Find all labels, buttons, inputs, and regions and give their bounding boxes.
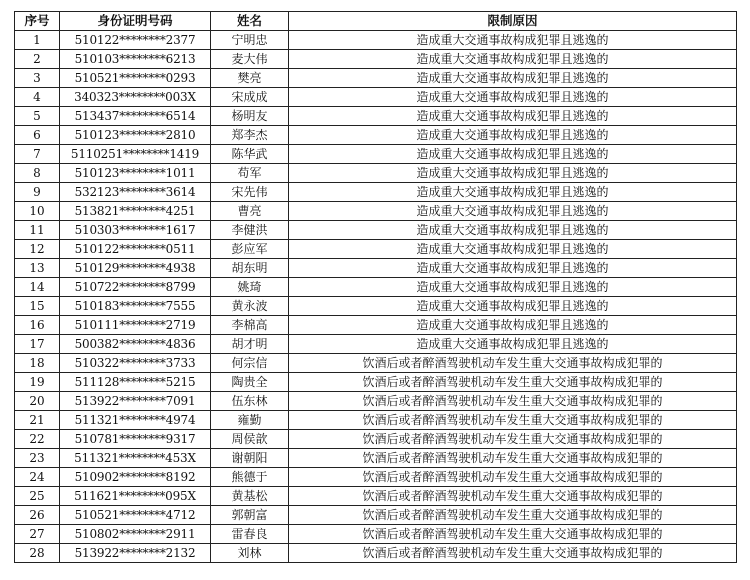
id-cell: 510122********0511 bbox=[60, 240, 211, 259]
name-cell: 李棉高 bbox=[211, 316, 289, 335]
table-row bbox=[15, 240, 737, 259]
table-row bbox=[15, 69, 737, 88]
reason-cell: 造成重大交通事故构成犯罪且逃逸的 bbox=[289, 107, 737, 126]
name-cell: 郭朝富 bbox=[211, 506, 289, 525]
name-cell: 伍东林 bbox=[211, 392, 289, 411]
id-cell: 5110251********1419 bbox=[60, 145, 211, 164]
name-cell: 宋成成 bbox=[211, 88, 289, 107]
table-row bbox=[15, 183, 737, 202]
seq-cell: 5 bbox=[15, 107, 60, 126]
reason-cell: 造成重大交通事故构成犯罪且逃逸的 bbox=[289, 145, 737, 164]
table-row bbox=[15, 259, 737, 278]
name-cell: 黄基松 bbox=[211, 487, 289, 506]
id-cell: 510111********2719 bbox=[60, 316, 211, 335]
name-cell: 宁明忠 bbox=[211, 31, 289, 50]
reason-cell: 饮酒后或者醉酒驾驶机动车发生重大交通事故构成犯罪的 bbox=[289, 525, 737, 544]
seq-cell: 7 bbox=[15, 145, 60, 164]
id-cell: 511621********095X bbox=[60, 487, 211, 506]
id-cell: 532123********3614 bbox=[60, 183, 211, 202]
reason-cell: 造成重大交通事故构成犯罪且逃逸的 bbox=[289, 69, 737, 88]
id-cell: 340323********003X bbox=[60, 88, 211, 107]
id-cell: 511321********4974 bbox=[60, 411, 211, 430]
seq-cell: 10 bbox=[15, 202, 60, 221]
name-cell: 李健洪 bbox=[211, 221, 289, 240]
seq-cell: 14 bbox=[15, 278, 60, 297]
table-body bbox=[15, 31, 737, 563]
seq-cell: 15 bbox=[15, 297, 60, 316]
table-row bbox=[15, 544, 737, 563]
name-cell: 陈华武 bbox=[211, 145, 289, 164]
seq-cell: 25 bbox=[15, 487, 60, 506]
header-id: 身份证明号码 bbox=[60, 12, 211, 31]
table-row bbox=[15, 31, 737, 50]
seq-cell: 26 bbox=[15, 506, 60, 525]
id-cell: 500382********4836 bbox=[60, 335, 211, 354]
seq-cell: 21 bbox=[15, 411, 60, 430]
table-row bbox=[15, 430, 737, 449]
table-row bbox=[15, 506, 737, 525]
seq-cell: 8 bbox=[15, 164, 60, 183]
name-cell: 胡才明 bbox=[211, 335, 289, 354]
seq-cell: 23 bbox=[15, 449, 60, 468]
id-cell: 510521********0293 bbox=[60, 69, 211, 88]
id-cell: 513922********7091 bbox=[60, 392, 211, 411]
id-cell: 510183********7555 bbox=[60, 297, 211, 316]
name-cell: 雷春良 bbox=[211, 525, 289, 544]
table-header-row bbox=[15, 12, 737, 31]
id-cell: 510322********3733 bbox=[60, 354, 211, 373]
name-cell: 彭应军 bbox=[211, 240, 289, 259]
header-name: 姓名 bbox=[211, 12, 289, 31]
table-row bbox=[15, 525, 737, 544]
table-row bbox=[15, 221, 737, 240]
reason-cell: 饮酒后或者醉酒驾驶机动车发生重大交通事故构成犯罪的 bbox=[289, 449, 737, 468]
name-cell: 谢朝阳 bbox=[211, 449, 289, 468]
table-row bbox=[15, 50, 737, 69]
table-row bbox=[15, 202, 737, 221]
reason-cell: 饮酒后或者醉酒驾驶机动车发生重大交通事故构成犯罪的 bbox=[289, 487, 737, 506]
seq-cell: 11 bbox=[15, 221, 60, 240]
reason-cell: 造成重大交通事故构成犯罪且逃逸的 bbox=[289, 183, 737, 202]
reason-cell: 饮酒后或者醉酒驾驶机动车发生重大交通事故构成犯罪的 bbox=[289, 430, 737, 449]
seq-cell: 18 bbox=[15, 354, 60, 373]
id-cell: 510802********2911 bbox=[60, 525, 211, 544]
reason-cell: 造成重大交通事故构成犯罪且逃逸的 bbox=[289, 164, 737, 183]
reason-cell: 饮酒后或者醉酒驾驶机动车发生重大交通事故构成犯罪的 bbox=[289, 468, 737, 487]
name-cell: 陶贵全 bbox=[211, 373, 289, 392]
id-cell: 511128********5215 bbox=[60, 373, 211, 392]
name-cell: 何宗信 bbox=[211, 354, 289, 373]
table-row bbox=[15, 278, 737, 297]
seq-cell: 22 bbox=[15, 430, 60, 449]
reason-cell: 造成重大交通事故构成犯罪且逃逸的 bbox=[289, 50, 737, 69]
header-seq: 序号 bbox=[15, 12, 60, 31]
id-cell: 510123********2810 bbox=[60, 126, 211, 145]
id-cell: 510103********6213 bbox=[60, 50, 211, 69]
reason-cell: 造成重大交通事故构成犯罪且逃逸的 bbox=[289, 31, 737, 50]
table-row bbox=[15, 487, 737, 506]
id-cell: 510122********2377 bbox=[60, 31, 211, 50]
table-row bbox=[15, 88, 737, 107]
id-cell: 510129********4938 bbox=[60, 259, 211, 278]
seq-cell: 24 bbox=[15, 468, 60, 487]
name-cell: 熊德于 bbox=[211, 468, 289, 487]
table-row bbox=[15, 411, 737, 430]
table-row bbox=[15, 373, 737, 392]
name-cell: 黄永波 bbox=[211, 297, 289, 316]
reason-cell: 饮酒后或者醉酒驾驶机动车发生重大交通事故构成犯罪的 bbox=[289, 392, 737, 411]
id-cell: 511321********453X bbox=[60, 449, 211, 468]
reason-cell: 饮酒后或者醉酒驾驶机动车发生重大交通事故构成犯罪的 bbox=[289, 544, 737, 563]
name-cell: 郑李杰 bbox=[211, 126, 289, 145]
reason-cell: 造成重大交通事故构成犯罪且逃逸的 bbox=[289, 221, 737, 240]
reason-cell: 饮酒后或者醉酒驾驶机动车发生重大交通事故构成犯罪的 bbox=[289, 354, 737, 373]
table-row bbox=[15, 107, 737, 126]
reason-cell: 造成重大交通事故构成犯罪且逃逸的 bbox=[289, 202, 737, 221]
table-row bbox=[15, 354, 737, 373]
seq-cell: 17 bbox=[15, 335, 60, 354]
name-cell: 雍勤 bbox=[211, 411, 289, 430]
reason-cell: 造成重大交通事故构成犯罪且逃逸的 bbox=[289, 278, 737, 297]
reason-cell: 饮酒后或者醉酒驾驶机动车发生重大交通事故构成犯罪的 bbox=[289, 506, 737, 525]
table-row bbox=[15, 126, 737, 145]
restriction-table bbox=[14, 11, 737, 563]
seq-cell: 12 bbox=[15, 240, 60, 259]
id-cell: 510123********1011 bbox=[60, 164, 211, 183]
id-cell: 513437********6514 bbox=[60, 107, 211, 126]
name-cell: 樊亮 bbox=[211, 69, 289, 88]
reason-cell: 造成重大交通事故构成犯罪且逃逸的 bbox=[289, 316, 737, 335]
reason-cell: 造成重大交通事故构成犯罪且逃逸的 bbox=[289, 335, 737, 354]
reason-cell: 造成重大交通事故构成犯罪且逃逸的 bbox=[289, 297, 737, 316]
reason-cell: 造成重大交通事故构成犯罪且逃逸的 bbox=[289, 88, 737, 107]
name-cell: 周侯歆 bbox=[211, 430, 289, 449]
seq-cell: 13 bbox=[15, 259, 60, 278]
seq-cell: 16 bbox=[15, 316, 60, 335]
table-row bbox=[15, 316, 737, 335]
seq-cell: 20 bbox=[15, 392, 60, 411]
name-cell: 胡东明 bbox=[211, 259, 289, 278]
reason-cell: 饮酒后或者醉酒驾驶机动车发生重大交通事故构成犯罪的 bbox=[289, 411, 737, 430]
seq-cell: 2 bbox=[15, 50, 60, 69]
seq-cell: 6 bbox=[15, 126, 60, 145]
name-cell: 苟军 bbox=[211, 164, 289, 183]
seq-cell: 1 bbox=[15, 31, 60, 50]
table-row bbox=[15, 335, 737, 354]
header-reason: 限制原因 bbox=[289, 12, 737, 31]
table-row bbox=[15, 468, 737, 487]
id-cell: 510902********8192 bbox=[60, 468, 211, 487]
table-row bbox=[15, 297, 737, 316]
reason-cell: 造成重大交通事故构成犯罪且逃逸的 bbox=[289, 240, 737, 259]
table-row bbox=[15, 449, 737, 468]
name-cell: 刘林 bbox=[211, 544, 289, 563]
name-cell: 姚琦 bbox=[211, 278, 289, 297]
name-cell: 曹亮 bbox=[211, 202, 289, 221]
reason-cell: 造成重大交通事故构成犯罪且逃逸的 bbox=[289, 126, 737, 145]
seq-cell: 19 bbox=[15, 373, 60, 392]
table-row bbox=[15, 164, 737, 183]
reason-cell: 饮酒后或者醉酒驾驶机动车发生重大交通事故构成犯罪的 bbox=[289, 373, 737, 392]
seq-cell: 28 bbox=[15, 544, 60, 563]
id-cell: 510521********4712 bbox=[60, 506, 211, 525]
table-row bbox=[15, 392, 737, 411]
table-row bbox=[15, 145, 737, 164]
seq-cell: 27 bbox=[15, 525, 60, 544]
name-cell: 杨明友 bbox=[211, 107, 289, 126]
id-cell: 510722********8799 bbox=[60, 278, 211, 297]
id-cell: 513922********2132 bbox=[60, 544, 211, 563]
name-cell: 宋先伟 bbox=[211, 183, 289, 202]
seq-cell: 3 bbox=[15, 69, 60, 88]
id-cell: 513821********4251 bbox=[60, 202, 211, 221]
id-cell: 510303********1617 bbox=[60, 221, 211, 240]
id-cell: 510781********9317 bbox=[60, 430, 211, 449]
seq-cell: 4 bbox=[15, 88, 60, 107]
name-cell: 麦大伟 bbox=[211, 50, 289, 69]
seq-cell: 9 bbox=[15, 183, 60, 202]
reason-cell: 造成重大交通事故构成犯罪且逃逸的 bbox=[289, 259, 737, 278]
